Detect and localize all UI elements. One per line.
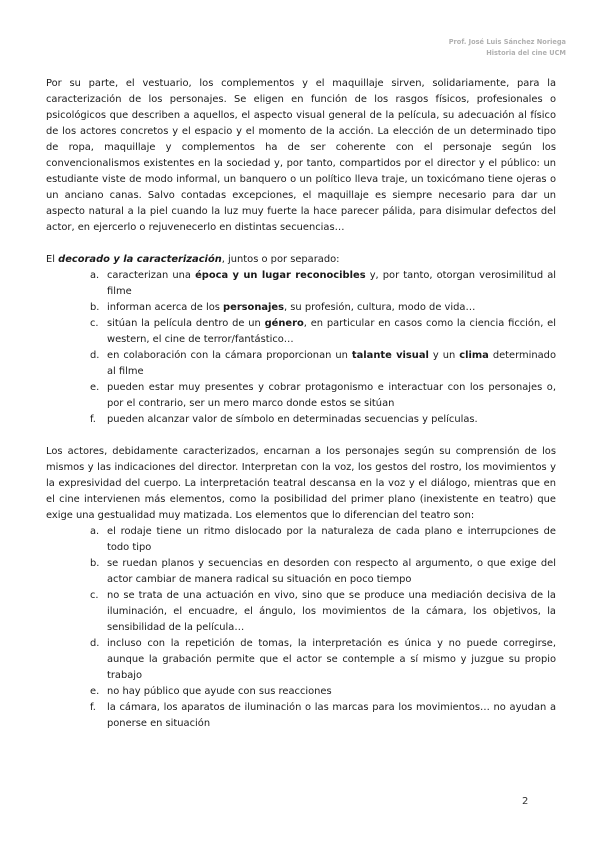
paragraph-vestuario: Por su parte, el vestuario, los complementos y el maquillaje sirven, solidariamente, para la caracterización de los personajes. Se eligen en función de los rasgos físicos, profesionales o psicológicos que describen a aquellos, el aspecto visual general de la película, su adecuación al físico de los actores concretos y el espacio y el momento de la acción. La elección de un determinado tipo de ropa, maquillaje y complementos ha de ser coherente con el personaje según los convencionalismos existentes en la sociedad y, por tanto, compartidos por el director y el público: un estudiante viste de modo informal, un banquero o un político lleva traje, un toxicómano tiene ojeras o un anciano canas. Salvo contadas excepciones, el maquillaje es siempre necesario para dar un aspecto natural a la piel cuando la luz muy fuerte la hace parecer pálida, para disimular defectos del actor, en ejercerlo o rejuvenecerlo en distintas secuencias… bbox=[46, 78, 556, 233]
actores-list bbox=[90, 524, 556, 732]
decorado-list bbox=[90, 268, 556, 428]
page-number: 2 bbox=[522, 796, 529, 807]
document-body bbox=[46, 76, 556, 732]
list-item: c. no se trata de una actuación en vivo, sino que se produce una mediación decisiva de la iluminación, el encuadre, el ángulo, los movimientos de la cámara, los objetivos, la sensibilidad de la película… bbox=[90, 590, 556, 633]
list-item: b. informan acerca de los personajes, su profesión, cultura, modo de vida… bbox=[90, 302, 476, 313]
header-course: Historia del cine UCM bbox=[486, 49, 566, 57]
paragraph-decorado: El decorado y la caracterización, juntos o por separado: bbox=[46, 254, 340, 265]
paragraph-actores: Los actores, debidamente caracterizados, encarnan a los personajes según su comprensión de los mismos y las indicaciones del director. Interpretan con la voz, los gestos del rostro, los movimientos y la expresividad del cuerpo. La interpretación teatral descansa en la voz y el diálogo, mientras que en el cine intervienen más elementos, como la posibilidad del primer plano (inexistente en teatro) que exige una gestualidad muy matizada. Los elementos que lo diferencian del teatro son: bbox=[46, 446, 556, 521]
list-item: a. caracterizan una época y un lugar reconocibles y, por tanto, otorgan verosimilitud al filme bbox=[90, 270, 556, 297]
list-item: e. pueden estar muy presentes y cobrar protagonismo e interactuar con los personajes o, por el contrario, ser un mero marco donde estos se sitúan bbox=[90, 382, 556, 409]
list-item: f. la cámara, los aparatos de iluminación o las marcas para los movimientos… no ayudan a ponerse en situación bbox=[90, 702, 556, 729]
list-item: c. sitúan la película dentro de un género, en particular en casos como la ciencia ficción, el western, el cine de terror/fantástico… bbox=[90, 318, 556, 345]
list-item: d. en colaboración con la cámara proporcionan un talante visual y un clima determinado al filme bbox=[90, 350, 556, 377]
header-author: Prof. José Luis Sánchez Noriega bbox=[448, 38, 566, 46]
list-item: f. pueden alcanzar valor de símbolo en determinadas secuencias y películas. bbox=[90, 414, 478, 425]
decorado-emphasis: decorado y la caracterización bbox=[58, 254, 222, 265]
page-header bbox=[449, 37, 566, 59]
list-item: e. no hay público que ayude con sus reacciones bbox=[90, 686, 332, 697]
list-item: b. se ruedan planos y secuencias en desorden con respecto al argumento, o que exige del actor cambiar de manera radical su situación en poco tiempo bbox=[90, 558, 556, 585]
list-item: a. el rodaje tiene un ritmo dislocado por la naturaleza de cada plano e interrupciones de todo tipo bbox=[90, 526, 556, 553]
list-item: d. incluso con la repetición de tomas, la interpretación es única y no puede corregirse, aunque la grabación permite que el actor se contemple a sí mismo y juzgue su propio trabajo bbox=[90, 638, 556, 681]
